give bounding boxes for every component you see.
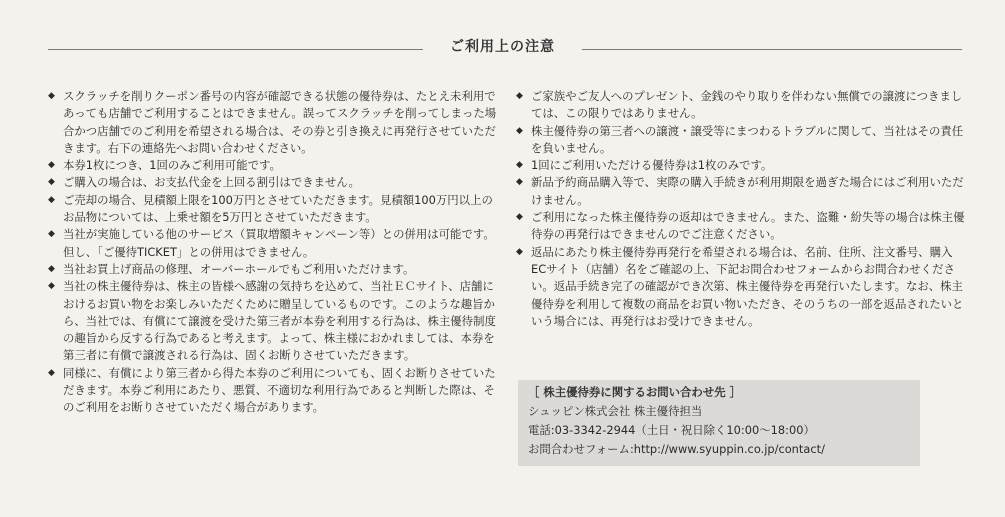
diamond-bullet-icon: ◆ [48, 263, 55, 274]
notice-text: 当社の株主優待券は、株主の皆様へ感謝の気持ちを込めて、当社ＥＣサイト、店舗におけるお買い物をお楽しみいただくために贈呈しているものです。このような趣旨から、当社では、有償にて譲渡を受けた第三者が本券を利用する行為は、株主優待制度の趣旨から反する行為であると考えます。よって、株主様におかれましては、本券を第三者に有償で譲渡される行為は、固くお断りさせていただきます。 [63, 279, 496, 363]
diamond-bullet-icon: ◆ [516, 160, 523, 171]
notice-text: 当社が実施している他のサービス（買取増額キャンペーン等）との併用は可能です。但し、「ご優待TICKET」との併用はできません。 [63, 227, 495, 259]
notice-item [516, 123, 966, 158]
page-title: ご利用上の注意 [450, 39, 555, 55]
notice-text: 当社お買上げ商品の修理、オーバーホールでもご利用いただけます。 [63, 261, 415, 276]
diamond-bullet-icon: ◆ [48, 91, 55, 101]
contact-phone: 電話:03-3342-2944（土日・祝日除く10:00～18:00） [528, 423, 815, 437]
notice-item [516, 244, 966, 330]
diamond-bullet-icon: ◆ [516, 246, 523, 257]
diamond-bullet-icon: ◆ [516, 212, 523, 223]
contact-box [518, 380, 920, 466]
notices-left-column [48, 88, 498, 417]
notice-text: 株主優待券の第三者への譲渡・譲受等にまつわるトラブルに関して、当社はその責任を負いません。 [531, 123, 964, 155]
notice-item [48, 365, 498, 417]
notice-text: ご家族やご友人へのプレゼント、金銭のやり取りを伴わない無償での譲渡につきましては、この限りではありません。 [531, 89, 963, 121]
header-rule-right [582, 49, 962, 50]
notice-item [516, 88, 966, 123]
notice-item [516, 174, 966, 209]
diamond-bullet-icon: ◆ [516, 91, 523, 101]
diamond-bullet-icon: ◆ [48, 177, 55, 188]
contact-form-url[interactable]: お問合わせフォーム:http://www.syuppin.co.jp/contact/ [528, 442, 825, 456]
notice-item [48, 226, 498, 261]
diamond-bullet-icon: ◆ [48, 194, 55, 205]
header-rule-left [48, 49, 423, 50]
section-header [0, 36, 1005, 66]
diamond-bullet-icon: ◆ [48, 281, 55, 292]
notice-item [48, 174, 498, 191]
notice-item [48, 278, 498, 364]
notice-text: スクラッチを削りクーポン番号の内容が確認できる状態の優待券は、たとえ未利用であっても店舗でご利用することはできません。誤ってスクラッチを削ってしまった場合かつ店舗でのご利用を希望される場合は、その券と引き換えに再発行させていただきます。右下の連絡先へお問い合わせください。 [63, 89, 497, 155]
notice-text: ご利用になった株主優待券の返却はできません。また、盗難・紛失等の場合は株主優待券の再発行はできませんのでご注意ください。 [531, 210, 965, 242]
notice-item [48, 192, 498, 227]
diamond-bullet-icon: ◆ [48, 367, 55, 378]
diamond-bullet-icon: ◆ [516, 125, 523, 136]
notice-item [48, 88, 498, 157]
notice-text: ご売却の場合、見積額上限を100万円とさせていただきます。見積額100万円以上のお品物については、上乗せ額を5万円とさせていただきます。 [63, 192, 493, 225]
notices-right-column [516, 88, 966, 330]
notice-text: 返品にあたり株主優待券再発行を希望される場合は、名前、住所、注文番号、購入ECサイト（店舗）名をご確認の上、下記お問合わせフォームからお問合わせください。返品手続き完了の確認ができ次第、株主優待券を再発行いたします。なお、株主優待券を利用して複数の商品をお買い物いただき、そのうちの一部を返品されたいという場合には、再発行はお受けできません。 [531, 244, 964, 328]
notice-text: 本券1枚につき、1回のみご利用可能です。 [63, 158, 281, 173]
diamond-bullet-icon: ◆ [516, 177, 523, 188]
diamond-bullet-icon: ◆ [48, 229, 55, 240]
diamond-bullet-icon: ◆ [48, 160, 55, 171]
notice-item [48, 157, 498, 174]
contact-heading: ［ 株主優待券に関するお問い合わせ先 ］ [528, 385, 741, 399]
notice-text: ご購入の場合は、お支払代金を上回る割引はできません。 [63, 175, 360, 190]
notice-text: 1回にご利用いただける優待券は1枚のみです。 [531, 158, 773, 173]
notice-item [516, 157, 966, 174]
notice-text: 新品予約商品購入等で、実際の購入手続きが利用期限を過ぎた場合にはご利用いただけません。 [531, 175, 964, 207]
notice-item [48, 261, 498, 278]
notice-item [516, 209, 966, 244]
contact-company: シュッピン株式会社 株主優待担当 [528, 404, 703, 418]
notice-text: 同様に、有償により第三者から得た本券のご利用についても、固くお断りさせていただきます。本券ご利用にあたり、悪質、不適切な利用行為であると判断した際は、そのご利用をお断りさせていただく場合があります。 [63, 365, 496, 415]
